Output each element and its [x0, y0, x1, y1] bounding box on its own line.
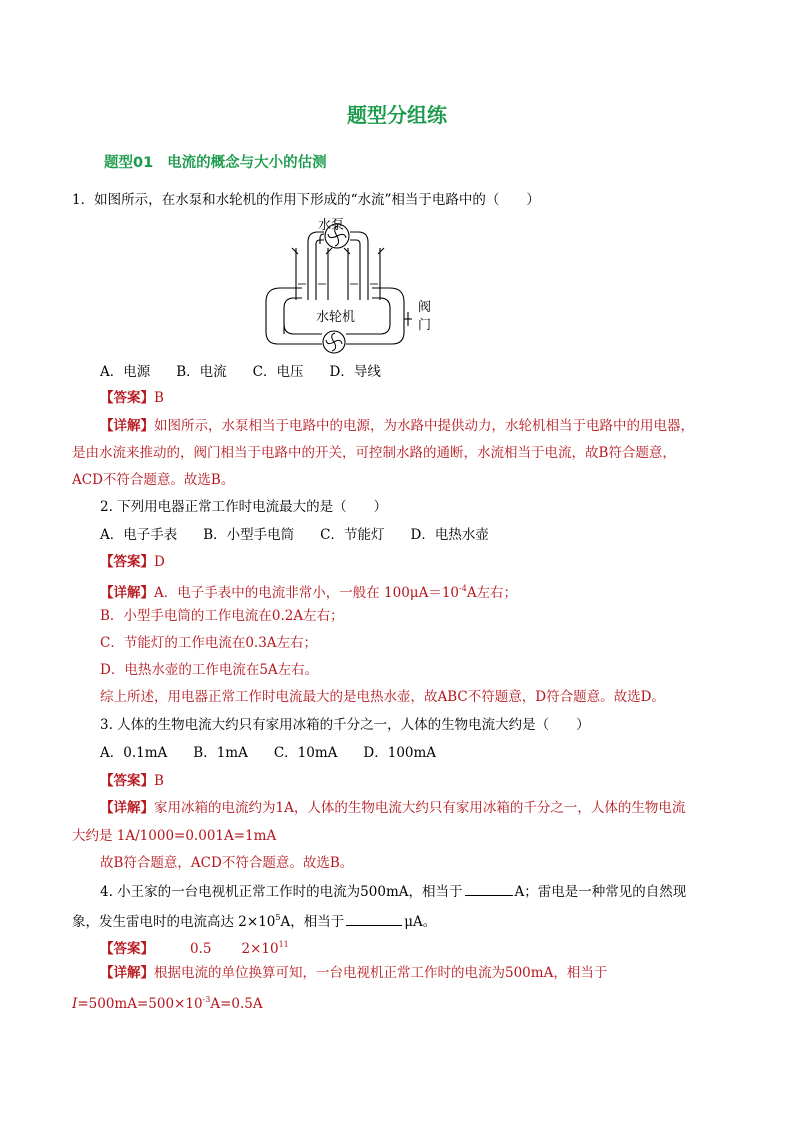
q2-option-c: C．节能灯 [320, 527, 385, 543]
q4-blank-1 [465, 881, 513, 896]
q3-option-d: D．100mA [363, 745, 437, 761]
q4-blank-2 [346, 911, 402, 926]
q1-option-c: C．电压 [252, 364, 304, 380]
q3-detail-line-3: 故B符合题意，ACD不符合题意。故选B。 [100, 855, 354, 871]
q2-stem: 2. 下列用电器正常工作时电流最大的是（ ） [100, 499, 388, 515]
q1-option-a: A．电源 [100, 364, 151, 380]
q4-answer: 【答案】 0.5 $2\times 10^{11}$ [100, 940, 289, 957]
section-heading [104, 152, 327, 174]
q1-answer-value: B [154, 390, 164, 406]
q3-option-c: C．10mA [273, 745, 338, 761]
q2-detail-line-2: B．小型手电筒的工作电流在0.2A左右； [100, 608, 344, 624]
q2-detail-line-3: C．节能灯的工作电流在0.3A左右； [100, 635, 318, 651]
section-number: 题型01 [104, 155, 154, 171]
q3-stem: 3. 人体的生物电流大约只有家用冰箱的千分之一，人体的生物电流大约是（ ） [100, 717, 590, 733]
q4-detail-line-2: $I=500mA=500\times 10^{-3}A=0.5A$ [72, 995, 263, 1012]
q1-answer [100, 388, 755, 408]
q2-detail-line-5: 综上所述，用电器正常工作时电流最大的是电热水壶，故ABC不符题意，D符合题意。故选D。 [100, 689, 665, 705]
water-circuit-diagram [262, 214, 452, 358]
q3-answer: 【答案】B [100, 773, 164, 789]
q3-detail-line-1: 【详解】家用冰箱的电流约为1A，人体的生物电流大约只有家用冰箱的千分之一，人体的生物电流 [100, 800, 686, 816]
q2-option-a: A．电子手表 [100, 527, 178, 543]
valve-label-1: 阀 [418, 300, 432, 315]
pump-label: 水泵 [318, 218, 345, 233]
q4-detail-line-1: 【详解】根据电流的单位换算可知，一台电视机正常工作时的电流为500mA，相当于 [100, 965, 608, 981]
q1-options [100, 362, 755, 382]
q3-options [100, 743, 755, 763]
turbine-label: 水轮机 [316, 310, 356, 325]
q2-option-b: B．小型手电筒 [203, 527, 295, 543]
q1-detail-line-3: ACD不符合题意。故选B。 [72, 472, 235, 488]
q2-answer: 【答案】D [100, 554, 165, 570]
q1-detail-line-1: 【详解】如图所示，水泵相当于电路中的电源，为水路中提供动力，水轮机相当于电路中的用电器， [100, 418, 694, 434]
page-title: 题型分组练 [347, 103, 447, 127]
q3-answer-value: B [154, 773, 164, 789]
q1-detail-line-2: 是由水流来推动的，阀门相当于电路中的开关，可控制水路的通断，水流相当于电流，故B符合题意， [72, 445, 676, 461]
q1-stem: 1．如图所示，在水泵和水轮机的作用下形成的“水流”相当于电路中的（ ） [72, 192, 540, 208]
q3-detail-line-2: 大约是 1A/1000=0.001A=1mA [72, 828, 277, 844]
q2-options [100, 525, 755, 545]
q3-option-a: A．0.1mA [100, 745, 168, 761]
q1-option-d: D．导线 [329, 364, 381, 380]
q4-answer-1: 0.5 [190, 941, 212, 957]
section-name: 电流的概念与大小的估测 [167, 155, 327, 171]
q1-option-b: B．电流 [176, 364, 227, 380]
q2-option-d: D．电热水壶 [410, 527, 489, 543]
q2-answer-value: D [154, 554, 165, 570]
water-circuit-figure [262, 214, 452, 358]
q2-detail-line-4: D．电热水壶的工作电流在5A左右。 [100, 662, 319, 678]
detail-label: 【详解】 [100, 418, 154, 434]
q3-option-b: B．1mA [193, 745, 248, 761]
q2-detail-line-1: 【详解】A．电子手表中的电流非常小，一般在 $100\mu A=10^{-4}A$左右； [100, 584, 518, 601]
q4-stem-line-2: 象，发生雷电时的电流高达 $2\times 10^5A$，相当于 μA。 [72, 913, 437, 930]
valve-label-2: 门 [418, 318, 432, 333]
q4-answer-2: $2\times 10^{11}$ [241, 940, 289, 957]
answer-label: 【答案】 [100, 390, 154, 406]
q4-stem-line-1: 4. 小王家的一台电视机正常工作时的电流为500mA，相当于 A；雷电是一种常见的自然现 [100, 881, 755, 902]
